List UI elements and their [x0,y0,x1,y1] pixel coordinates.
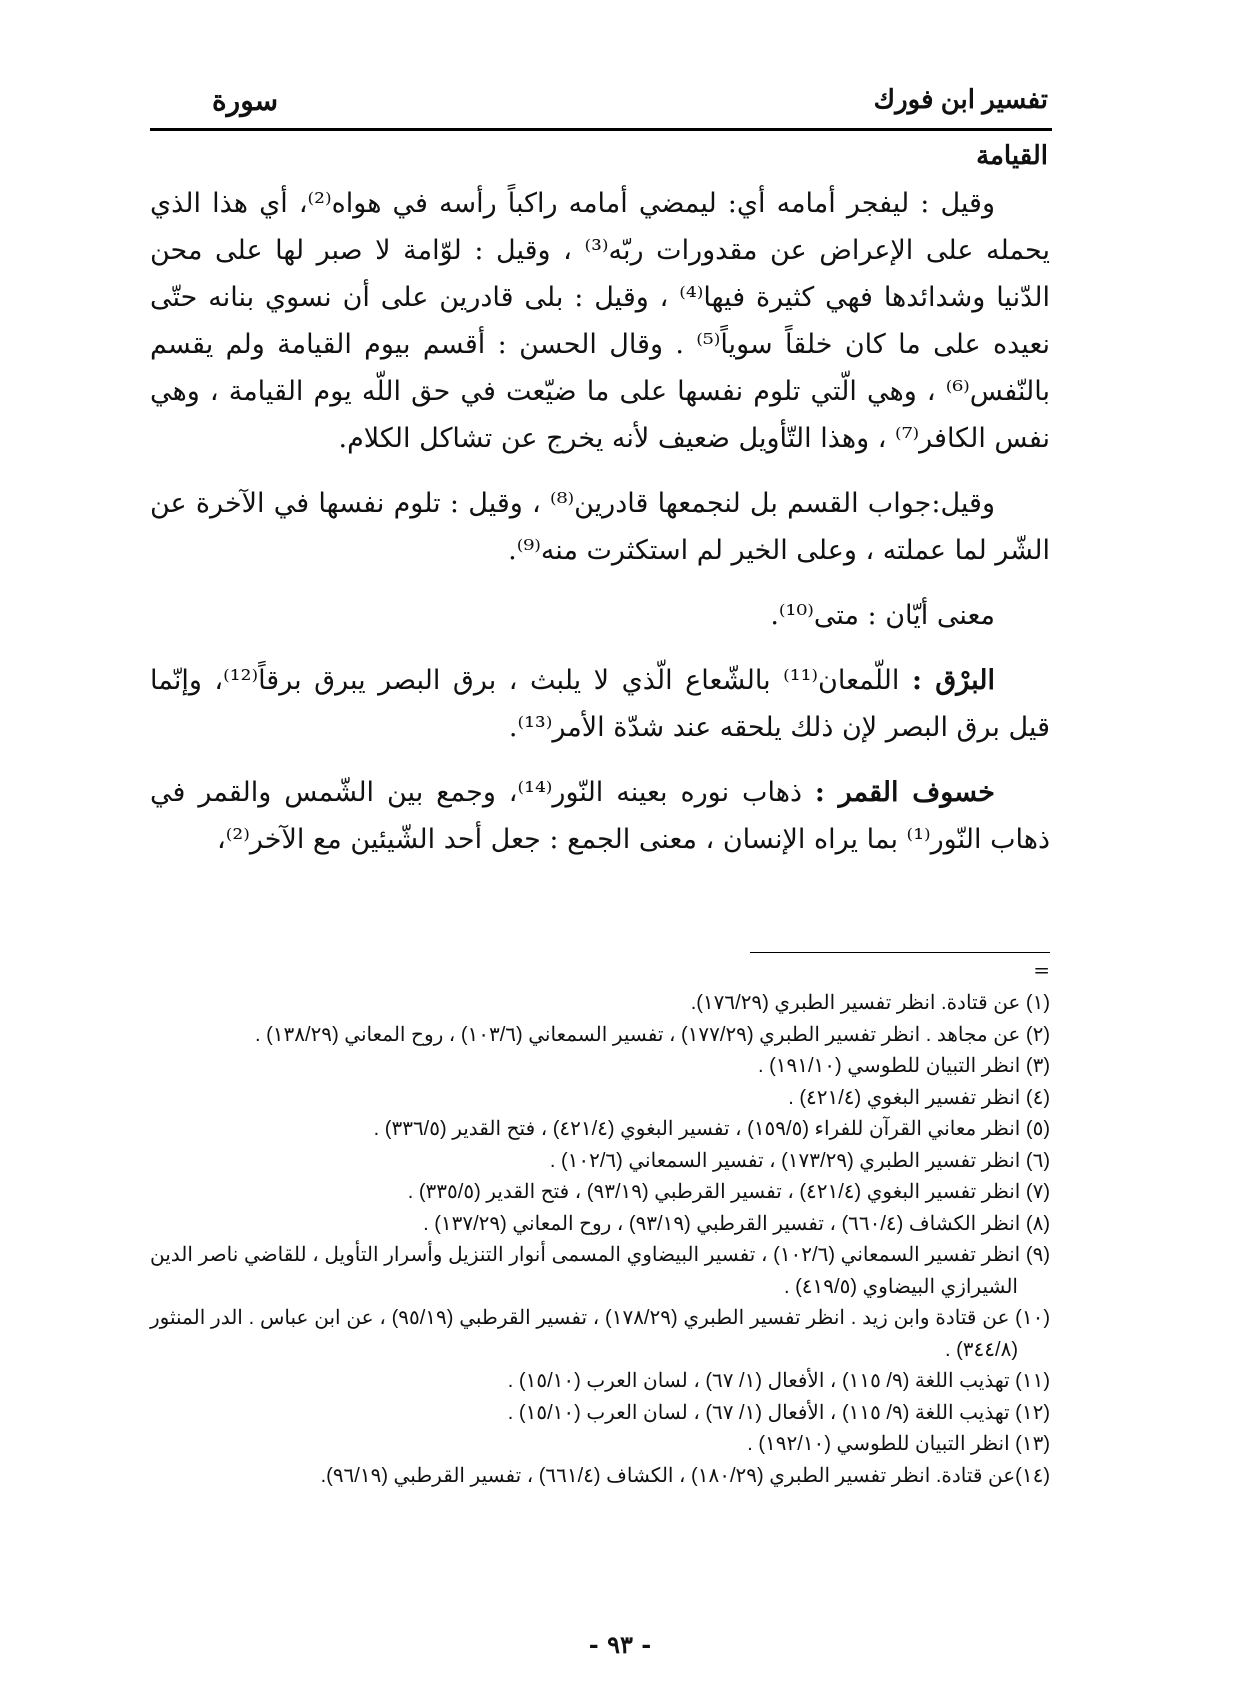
footnote: (٨) انظر الكشاف (٦٦٠/٤) ، تفسير القرطبي (٩٣/١٩) ، روح المعاني (١٣٧/٢٩) . [423,1212,1050,1235]
footnote: (٩) انظر تفسير السمعاني (١٠٢/٦) ، تفسير البيضاوي المسمى أنوار التنزيل وأسرار التأويل ، للقاضي ناصر الدين الشيرازي البيضاوي (٤١٩/٥) . [150,1244,1051,1298]
paragraph [150,657,1050,751]
footnotes [150,988,1050,1492]
header-rule [150,128,1052,131]
footnote: (١٣) انظر التبيان للطوسي (١٩٢/١٠) . [747,1433,1050,1455]
paragraph-text: وقيل:جواب القسم بل لنجمعها قادرين⁽⁸⁾ ، وقيل : تلوم نفسها في الآخرة عن الشّر لما عملته ، وعلى الخير لم استكثرت منه⁽⁹⁾. [150,488,1050,566]
footnote: (١٠) عن قتادة وابن زيد . انظر تفسير الطبري (١٧٨/٢٩) ، تفسير القرطبي (٩٥/١٩) ، عن ابن عباس . الدر المنثور (٣٤٤/٨) . [150,1307,1050,1361]
footnote: (٧) انظر تفسير البغوي (٤٢١/٤) ، تفسير القرطبي (٩٣/١٩) ، فتح القدير (٣٣٥/٥) . [407,1181,1050,1203]
footnote: (١٤)عن قتادة. انظر تفسير الطبري (١٨٠/٢٩) ، الكشاف (٦٦١/٤) ، تفسير القرطبي (٩٦/١٩). [320,1464,1050,1487]
footnote: (١) عن قتادة. انظر تفسير الطبري (١٧٦/٢٩). [690,992,1050,1014]
footnote: (١٢) تهذيب اللغة (٩/ ١١٥) ، الأفعال (١/ ٦٧) ، لسان العرب (١٥/١٠) . [507,1401,1050,1424]
surah-name: القيامة [976,140,1048,170]
paragraph [150,480,1050,574]
paragraph-lead: خسوف القمر : [814,777,995,808]
footnote: (٤) انظر تفسير البغوي (٤٢١/٤) . [788,1086,1050,1109]
paragraph-text: اللّمعان⁽¹¹⁾ بالشّعاع الّذي لا يلبث ، برق البصر يبرق برقاً⁽¹²⁾، وإنّما قيل برق البصر لإن ذلك يلحقه عند شدّة الأمر⁽¹³⁾. [150,665,1050,743]
paragraph-text: ذهاب نوره بعينه النّور⁽¹⁴⁾، وجمع بين الشّمس والقمر في ذهاب النّور⁽¹⁾ بما يراه الإنسان ، معنى الجمع : جعل أحد الشّيئين مع الآخر⁽²⁾، [150,777,1050,855]
footnote: (٢) عن مجاهد . انظر تفسير الطبري (١٧٧/٢٩) ، تفسير السمعاني (١٠٣/٦) ، روح المعاني (١٣٨/٢٩) . [255,1023,1050,1046]
footnote: (٦) انظر تفسير الطبري (١٧٣/٢٩) ، تفسير السمعاني (١٠٢/٦) . [549,1149,1050,1172]
page-number: - ٩٣ - [588,1630,652,1659]
footnote-rule [750,952,1050,953]
paragraph-text: وقيل : ليفجر أمامه أي: ليمضي أمامه راكباً رأسه في هواه⁽²⁾، أي هذا الذي يحمله على الإعراض عن مقدورات ربّه⁽³⁾ ، وقيل : لوّامة لا صبر لها على محن الدّنيا وشدائدها فهي كثيرة فيها⁽⁴⁾ ، وقيل : بلى قادرين على أن نسوي بنانه حتّى نعيده على ما كان خلقاً سوياً⁽⁵⁾ . وقال الحسن : أقسم بيوم القيامة ولم يقسم بالنّفس⁽⁶⁾ ، وهي الّتي تلوم نفسها على ما ضيّعت في حق اللّه يوم القيامة ، وهي نفس الكافر⁽⁷⁾ ، وهذا التّأويل ضعيف لأنه يخرج عن تشاكل الكلام. [150,188,1050,454]
paragraph [150,592,1050,639]
footnote: (٥) انظر معاني القرآن للفراء (١٥٩/٥) ، تفسير البغوي (٤٢١/٤) ، فتح القدير (٣٣٦/٥) . [373,1118,1050,1140]
footnote-marker: = [1033,958,1050,982]
paragraph-text: معنى أيّان : متى⁽¹⁰⁾. [770,600,995,631]
surah-label: سورة [212,85,279,116]
paragraph-lead: البرْق : [911,665,995,696]
footnote: (٣) انظر التبيان للطوسي (١٩١/١٠) . [757,1055,1050,1077]
book-title: تفسير ابن فورك [873,84,1048,114]
footnote: (١١) تهذيب اللغة (٩/ ١١٥) ، الأفعال (١/ ٦٧) ، لسان العرب (١٥/١٠) . [507,1370,1050,1392]
main-text [150,180,1050,881]
paragraph [150,769,1050,863]
paragraph [150,180,1050,462]
